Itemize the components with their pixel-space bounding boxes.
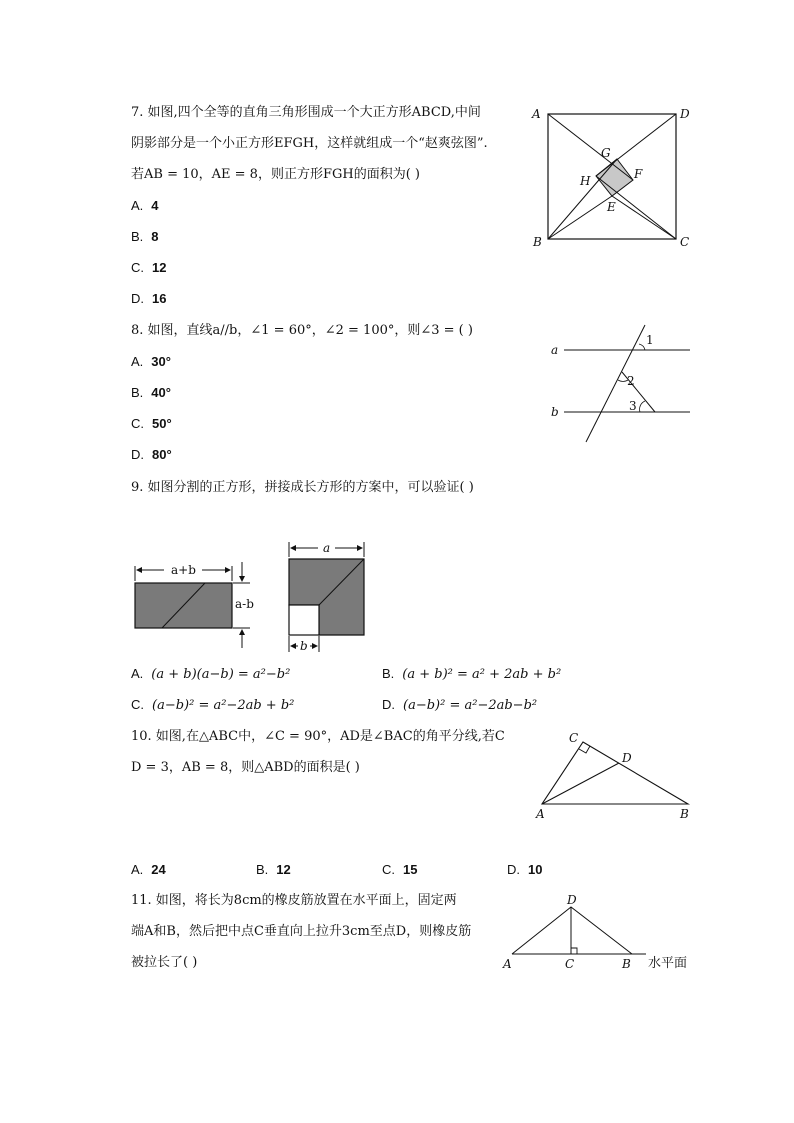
q9-label-a-minus-b: a-b [235, 597, 254, 611]
q8-label-b: b [551, 405, 559, 419]
q8-option-b: B. 40° [131, 385, 171, 400]
q8-transversal [586, 325, 645, 442]
q10-triangle-figure [530, 725, 700, 825]
q9-label-a: a [323, 541, 331, 555]
q9-option-a: A. (a + b)(a−b) = a²−b² [131, 666, 291, 682]
q8-angle-3: 3 [629, 399, 637, 413]
q7-label-g: G [601, 146, 611, 160]
q8-line-1: 8. 如图，直线a//b，∠1 = 60°，∠2 = 100°，则∠3 = ( ) [131, 323, 473, 338]
q7-label-a: A [532, 107, 541, 121]
q8-label-a: a [551, 343, 559, 357]
q8-option-c: C. 50° [131, 416, 172, 431]
q7-label-f: F [634, 167, 643, 181]
q7-line-1: 7. 如图,四个全等的直角三角形围成一个大正方形ABCD,中间 [131, 105, 481, 120]
q9-option-b: B. (a + b)² = a² + 2ab + b² [382, 666, 562, 682]
q9-rectangle-figure [128, 535, 378, 655]
q7-label-d: D [680, 107, 690, 121]
q10-label-b: B [680, 807, 689, 821]
q11-label-a: A [503, 957, 512, 971]
q8-angle-2: 2 [627, 374, 635, 388]
q11-right-angle-mark [571, 948, 577, 954]
q11-label-b: B [622, 957, 631, 971]
q9-label-a-plus-b: a+b [171, 563, 196, 577]
q11-label-ground: 水平面 [648, 956, 688, 971]
q8-option-a: A. 30° [131, 354, 171, 369]
q7-line-2: 阴影部分是一个小正方形EFGH，这样就组成一个“赵爽弦图”. [131, 136, 488, 151]
q11-line-3: 被拉长了( ) [131, 955, 198, 970]
q11-line-2: 端A和B，然后把中点C垂直向上拉升3cm至点D，则橡皮筋 [131, 924, 472, 939]
q10-option-b: B. 12 [256, 862, 291, 877]
q9-option-d: D. (a−b)² = a²−2ab−b² [382, 697, 538, 713]
q11-label-d: D [567, 893, 577, 907]
q10-option-a: A. 24 [131, 862, 166, 877]
q10-line-2: D = 3，AB = 8，则△ABD的面积是( ) [131, 760, 360, 775]
q10-label-d: D [622, 751, 632, 765]
q7-zhao-shuang-figure [528, 100, 698, 252]
q10-triangle [542, 742, 688, 804]
q9-label-b: b [300, 639, 308, 653]
q7-option-d: D. 16 [131, 291, 167, 306]
q7-label-c: C [680, 235, 690, 249]
q10-line-1: 10. 如图,在△ABC中，∠C = 90°，AD是∠BAC的角平分线,若C [131, 729, 505, 744]
q11-stretched-band [512, 907, 632, 954]
q10-label-c: C [569, 731, 579, 745]
q10-bisector [542, 763, 619, 804]
q7-label-b: B [533, 235, 542, 249]
q7-option-a: A. 4 [131, 198, 159, 213]
q11-rubber-band-figure [498, 890, 698, 975]
q7-label-e: E [607, 200, 616, 214]
q9-small-square [289, 605, 319, 635]
q9-line-1: 9. 如图分割的正方形，拼接成长方形的方案中，可以验证( ) [131, 480, 474, 495]
q10-option-c: C. 15 [382, 862, 418, 877]
q7-label-h: H [580, 174, 591, 188]
q7-line-3: 若AB = 10，AE = 8，则正方形FGH的面积为( ) [131, 167, 420, 182]
q8-angle-1: 1 [646, 333, 654, 347]
q11-label-c: C [565, 957, 575, 971]
q8-option-d: D. 80° [131, 447, 172, 462]
q10-right-angle-mark [579, 746, 590, 753]
q10-label-a: A [536, 807, 545, 821]
q11-line-1: 11. 如图，将长为8cm的橡皮筋放置在水平面上，固定两 [131, 893, 457, 908]
q8-parallel-lines-figure [545, 320, 695, 445]
q7-option-c: C. 12 [131, 260, 167, 275]
q9-option-c: C. (a−b)² = a²−2ab + b² [131, 697, 295, 713]
q7-option-b: B. 8 [131, 229, 159, 244]
q10-option-d: D. 10 [507, 862, 543, 877]
